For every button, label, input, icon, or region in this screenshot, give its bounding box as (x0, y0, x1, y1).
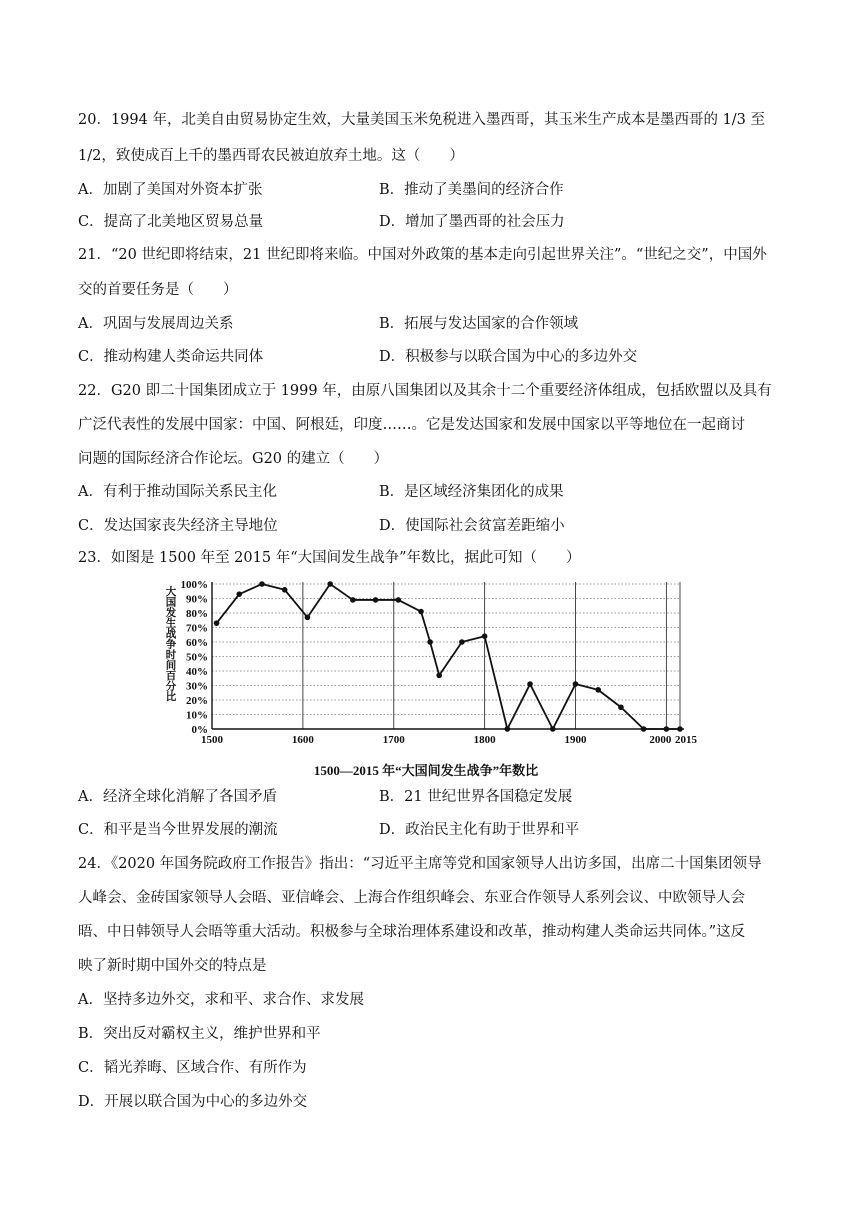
x-tick-label: 2000 (649, 734, 672, 746)
data-point (641, 726, 647, 732)
q20-option-d[interactable]: D．增加了墨西哥的社会压力 (379, 214, 565, 230)
y-tick-label: 10% (186, 709, 208, 722)
data-point (436, 673, 442, 679)
q23-option-a[interactable]: A．经济全球化消解了各国矛盾 (78, 789, 277, 805)
q21-option-b[interactable]: B．拓展与发达国家的合作领域 (379, 316, 579, 332)
y-tick-label: 20% (186, 695, 208, 707)
q23-option-b[interactable]: B．21 世纪世界各国稳定发展 (379, 789, 573, 805)
q22-option-c[interactable]: C．发达国家丧失经济主导地位 (78, 518, 278, 534)
data-point (618, 704, 624, 710)
data-point (482, 633, 488, 639)
data-point (459, 639, 465, 645)
war-years-chart (160, 572, 700, 782)
question-24-line-2: 人峰会、金砖国家领导人会晤、亚信峰会、上海合作组织峰会、东亚合作领导人系列会议、中欧领导人会 (78, 890, 745, 906)
q24-option-a[interactable]: A．坚持多边外交，求和平、求合作、求发展 (78, 992, 364, 1008)
x-tick-label: 2015 (675, 734, 697, 746)
data-point (236, 591, 242, 597)
data-point (550, 726, 556, 732)
question-23-line-1: 23．如图是 1500 年至 2015 年“大国间发生战争”年数比，据此可知（ ） (78, 550, 581, 566)
y-tick-label: 60% (186, 637, 208, 649)
data-point (418, 609, 424, 615)
question-22-line-3: 问题的国际经济合作论坛。G20 的建立（ ） (78, 451, 389, 467)
data-point (305, 615, 311, 621)
data-point (595, 687, 601, 693)
data-point (573, 681, 579, 687)
q22-option-d[interactable]: D．使国际社会贫富差距缩小 (379, 518, 565, 534)
question-20-line-2: 1/2，致使成百上千的墨西哥农民被迫放弃土地。这（ ） (78, 148, 464, 164)
y-tick-label: 30% (186, 680, 208, 693)
data-point (527, 681, 533, 687)
question-24-line-3: 晤、中日韩领导人会晤等重大活动。积极参与全球治理体系建设和改革，推动构建人类命运共同体。”这反 (78, 924, 746, 940)
q21-option-c[interactable]: C．推动构建人类命运共同体 (78, 349, 264, 365)
question-22-line-1: 22．G20 即二十国集团成立于 1999 年，由原八国集团以及其余十二个重要经济体组成，包括欧盟以及具有 (78, 383, 772, 399)
data-point (259, 581, 265, 587)
chart-title: 1500—2015 年“大国间发生战争”年数比 (313, 763, 539, 778)
y-axis-label: 大国发生战争时间百分比 (164, 586, 176, 702)
data-point (282, 587, 288, 593)
q23-option-c[interactable]: C．和平是当今世界发展的潮流 (78, 822, 278, 838)
q24-option-c[interactable]: C．韬光养晦、区域合作、有所作为 (78, 1060, 307, 1076)
data-point (350, 597, 356, 603)
x-tick-label: 1500 (201, 734, 223, 746)
question-22-line-2: 广泛代表性的发展中国家：中国、阿根廷，印度……。它是发达国家和发展中国家以平等地位在一起商讨 (78, 417, 745, 433)
y-tick-label: 70% (186, 622, 208, 635)
x-tick-label: 1600 (291, 734, 314, 746)
question-21-line-2: 交的首要任务是（ ） (78, 282, 238, 298)
data-point (664, 726, 670, 732)
y-tick-label: 90% (186, 593, 208, 606)
chart-svg (160, 572, 700, 782)
y-tick-label: 40% (186, 666, 208, 678)
x-tick-label: 1900 (564, 734, 587, 746)
q21-option-d[interactable]: D．积极参与以联合国为中心的多边外交 (379, 349, 638, 365)
y-tick-label: 100% (180, 579, 208, 591)
q20-option-c[interactable]: C．提高了北美地区贸易总量 (78, 214, 264, 230)
q23-option-d[interactable]: D．政治民主化有助于世界和平 (379, 822, 580, 838)
q22-option-a[interactable]: A．有利于推动国际关系民主化 (78, 484, 277, 500)
q24-option-b[interactable]: B．突出反对霸权主义，维护世界和平 (78, 1026, 321, 1042)
data-point (395, 597, 401, 603)
q24-option-d[interactable]: D．开展以联合国为中心的多边外交 (78, 1094, 308, 1110)
y-tick-label: 50% (186, 651, 208, 664)
q21-option-a[interactable]: A．巩固与发展周边关系 (78, 316, 234, 332)
q22-option-b[interactable]: B．是区域经济集团化的成果 (379, 484, 564, 500)
x-tick-label: 1800 (473, 734, 496, 746)
question-24-line-1: 24．《2020 年国务院政府工作报告》指出：“习近平主席等党和国家领导人出访多国，出席二十国集团领导 (78, 856, 762, 872)
question-24-line-4: 映了新时期中国外交的特点是 (78, 958, 267, 974)
data-point (677, 726, 683, 732)
y-tick-label: 0% (191, 724, 208, 736)
y-tick-label: 80% (186, 608, 208, 620)
data-point (327, 581, 333, 587)
question-20-line-1: 20．1994 年，北美自由贸易协定生效，大量美国玉米免税进入墨西哥，其玉米生产成本是墨西哥的 1/3 至 (78, 112, 766, 128)
x-tick-label: 1700 (382, 734, 405, 746)
question-21-line-1: 21．“20 世纪即将结束，21 世纪即将来临。中国对外政策的基本走向引起世界关注”。“世纪之交”，中国外 (78, 247, 767, 263)
data-point (427, 639, 433, 645)
data-point (214, 620, 220, 626)
q20-option-b[interactable]: B．推动了美墨间的经济合作 (379, 182, 564, 198)
data-point (505, 726, 511, 732)
q20-option-a[interactable]: A．加剧了美国对外资本扩张 (78, 182, 263, 198)
data-point (373, 597, 379, 603)
